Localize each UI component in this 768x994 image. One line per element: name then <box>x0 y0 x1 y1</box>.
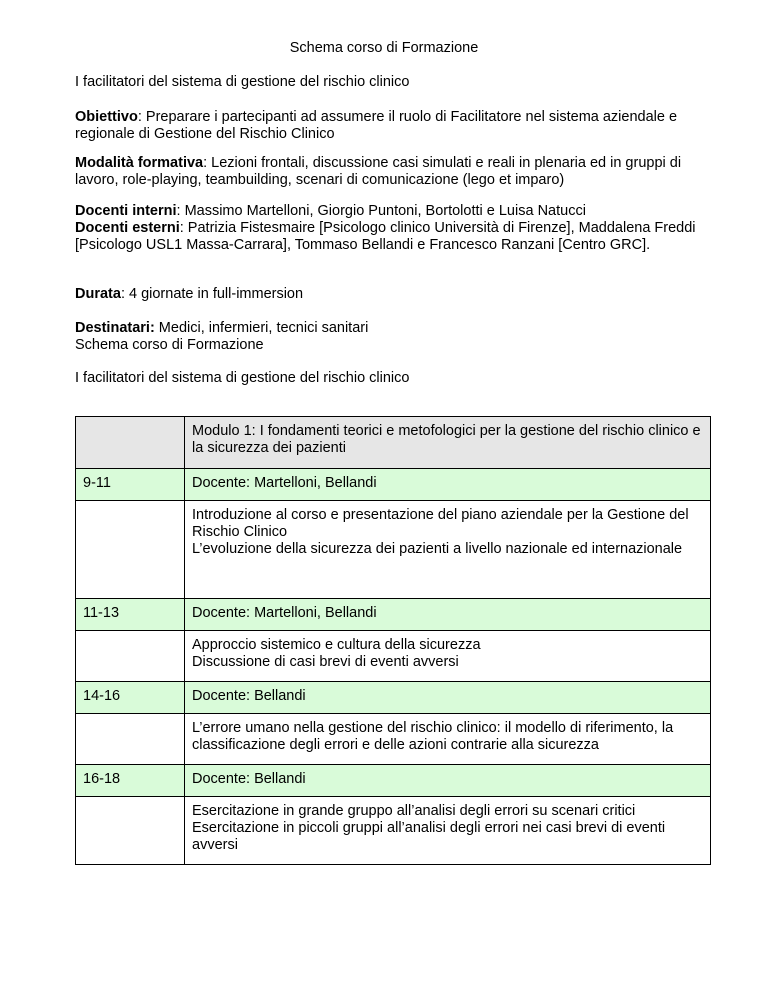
external-label: Docenti esterni <box>75 220 180 236</box>
teacher-cell: Docente: Martelloni, Bellandi <box>185 469 711 501</box>
content-line: Introduzione al corso e presentazione del piano aziendale per la Gestione del Rischio Clinico <box>192 507 689 540</box>
duration-label: Durata <box>75 286 121 302</box>
internal-text: : Massimo Martelloni, Giorgio Puntoni, Bortolotti e Luisa Natucci <box>176 203 586 219</box>
mode-text: : Lezioni frontali, discussione casi simulati e reali in plenaria ed in gruppi di lavoro, role-playing, teambuilding, scenari di comunicazione (lego et imparo) <box>75 155 682 188</box>
external-text: : Patrizia Fistesmaire [Psicologo clinico Università di Firenze], Maddalena Freddi [Psicologo USL1 Massa-Carrara], Tommaso Bellandi e Francesco Ranzani [Centro GRC]. <box>75 220 696 253</box>
time-row <box>76 599 711 631</box>
content-row <box>76 631 711 682</box>
content-cell <box>185 501 711 599</box>
target-text: Medici, infermieri, tecnici sanitari <box>154 320 369 336</box>
time-slot: 11-13 <box>76 599 185 631</box>
content-line: L’evoluzione della sicurezza dei pazienti a livello nazionale ed internazionale <box>192 541 683 557</box>
module-header-row <box>76 417 711 469</box>
repeat-subtitle: I facilitatori del sistema di gestione del rischio clinico <box>75 370 410 386</box>
content-empty-cell <box>76 631 185 682</box>
content-line: Discussione di casi brevi di eventi avversi <box>192 654 459 670</box>
external-teachers <box>75 220 715 254</box>
time-row <box>76 682 711 714</box>
module-title: Modulo 1: I fondamenti teorici e metofologici per la gestione del rischio clinico e la sicurezza dei pazienti <box>185 417 711 469</box>
duration-paragraph <box>75 286 715 303</box>
content-empty-cell <box>76 714 185 765</box>
document-title: Schema corso di Formazione <box>289 40 479 56</box>
course-subtitle: I facilitatori del sistema di gestione del rischio clinico <box>75 74 410 90</box>
teacher-cell: Docente: Martelloni, Bellandi <box>185 599 711 631</box>
target-label: Destinatari: <box>75 320 155 336</box>
teachers-paragraph <box>75 203 715 254</box>
header-empty-cell <box>76 417 185 469</box>
content-row <box>76 501 711 599</box>
content-line: Esercitazione in grande gruppo all’analisi degli errori su scenari critici <box>192 803 636 819</box>
content-row <box>76 714 711 765</box>
content-line: L’errore umano nella gestione del rischio clinico: il modello di riferimento, la classificazione degli errori e delle azioni contrarie alla sicurezza <box>192 720 674 753</box>
schedule-table <box>75 416 711 865</box>
content-cell <box>185 714 711 765</box>
content-empty-cell <box>76 797 185 865</box>
content-cell <box>185 797 711 865</box>
time-slot: 16-18 <box>76 765 185 797</box>
teacher-cell: Docente: Bellandi <box>185 765 711 797</box>
repeat-title: Schema corso di Formazione <box>75 337 264 353</box>
internal-teachers <box>75 203 715 220</box>
duration-text: : 4 giornate in full-immersion <box>120 286 304 302</box>
mode-label: Modalità formativa <box>75 155 204 171</box>
content-empty-cell <box>76 501 185 599</box>
objective-text: : Preparare i partecipanti ad assumere il ruolo di Facilitatore nel sistema aziendale e regionale di Gestione del Rischio Clinico <box>75 109 678 142</box>
mode-paragraph <box>75 155 715 189</box>
time-row <box>76 765 711 797</box>
time-row <box>76 469 711 501</box>
internal-label: Docenti interni <box>75 203 177 219</box>
content-row <box>76 797 711 865</box>
target-paragraph <box>75 320 715 354</box>
time-slot: 14-16 <box>76 682 185 714</box>
teacher-cell: Docente: Bellandi <box>185 682 711 714</box>
objective-paragraph <box>75 109 715 143</box>
content-line: Esercitazione in piccoli gruppi all’analisi degli errori nei casi brevi di eventi avversi <box>192 820 666 853</box>
objective-label: Obiettivo <box>75 109 138 125</box>
time-slot: 9-11 <box>76 469 185 501</box>
content-line: Approccio sistemico e cultura della sicurezza <box>192 637 481 653</box>
content-cell <box>185 631 711 682</box>
